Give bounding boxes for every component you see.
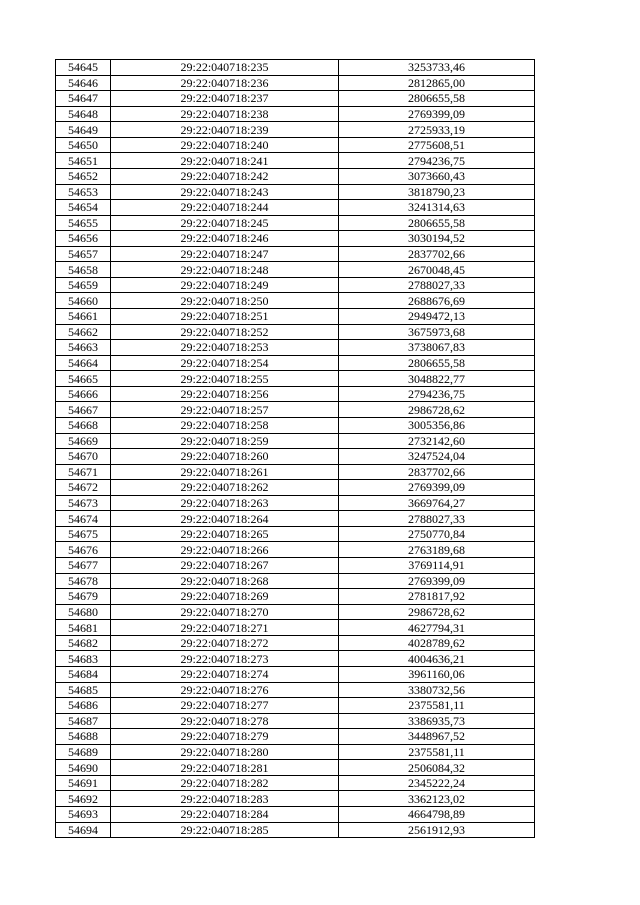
cadastral-number-cell: 29:22:040718:280 [111,744,339,760]
row-number-cell: 54671 [56,464,111,480]
table-row [56,402,535,418]
table-row [56,558,535,574]
table-row [56,137,535,153]
row-number-cell: 54649 [56,122,111,138]
cadastral-number-cell: 29:22:040718:285 [111,822,339,838]
table-row [56,822,535,838]
cadastral-value-cell: 2769399,09 [339,106,535,122]
row-number-cell: 54652 [56,168,111,184]
cadastral-number-cell: 29:22:040718:268 [111,573,339,589]
cadastral-value-cell: 2688676,69 [339,293,535,309]
table-row [56,122,535,138]
row-number-cell: 54688 [56,729,111,745]
table-row [56,760,535,776]
cadastral-number-cell: 29:22:040718:283 [111,791,339,807]
cadastral-value-cell: 2506084,32 [339,760,535,776]
cadastral-value-cell: 3961160,06 [339,666,535,682]
cadastral-number-cell: 29:22:040718:260 [111,449,339,465]
table-row [56,153,535,169]
cadastral-number-cell: 29:22:040718:245 [111,215,339,231]
row-number-cell: 54691 [56,775,111,791]
cadastral-number-cell: 29:22:040718:282 [111,775,339,791]
row-number-cell: 54689 [56,744,111,760]
row-number-cell: 54653 [56,184,111,200]
table-row [56,682,535,698]
table-row [56,60,535,76]
row-number-cell: 54685 [56,682,111,698]
table-row [56,651,535,667]
cadastral-number-cell: 29:22:040718:277 [111,698,339,714]
table-row [56,91,535,107]
cadastral-value-cell: 4664798,89 [339,807,535,823]
row-number-cell: 54656 [56,231,111,247]
cadastral-number-cell: 29:22:040718:279 [111,729,339,745]
row-number-cell: 54681 [56,620,111,636]
table-row [56,184,535,200]
row-number-cell: 54669 [56,433,111,449]
cadastral-value-cell: 3669764,27 [339,495,535,511]
row-number-cell: 54674 [56,511,111,527]
table-row [56,75,535,91]
table-row [56,511,535,527]
cadastral-number-cell: 29:22:040718:263 [111,495,339,511]
table-row [56,309,535,325]
table-row [56,215,535,231]
row-number-cell: 54683 [56,651,111,667]
cadastral-value-cell: 4028789,62 [339,635,535,651]
cadastral-number-cell: 29:22:040718:236 [111,75,339,91]
cadastral-value-cell: 4627794,31 [339,620,535,636]
cadastral-value-cell: 2345222,24 [339,775,535,791]
table-body [56,60,535,838]
row-number-cell: 54651 [56,153,111,169]
cadastral-value-cell: 3005356,86 [339,417,535,433]
cadastral-number-cell: 29:22:040718:256 [111,386,339,402]
cadastral-value-cell: 2986728,62 [339,402,535,418]
table-row [56,371,535,387]
cadastral-number-cell: 29:22:040718:267 [111,558,339,574]
cadastral-number-cell: 29:22:040718:243 [111,184,339,200]
row-number-cell: 54650 [56,137,111,153]
table-row [56,791,535,807]
cadastral-value-cell: 3362123,02 [339,791,535,807]
table-row [56,324,535,340]
table-row [56,464,535,480]
cadastral-number-cell: 29:22:040718:254 [111,355,339,371]
table-row [56,106,535,122]
row-number-cell: 54660 [56,293,111,309]
row-number-cell: 54684 [56,666,111,682]
table-row [56,386,535,402]
table-row [56,449,535,465]
cadastral-value-cell: 3073660,43 [339,168,535,184]
row-number-cell: 54678 [56,573,111,589]
cadastral-number-cell: 29:22:040718:244 [111,200,339,216]
cadastral-value-cell: 2561912,93 [339,822,535,838]
cadastral-number-cell: 29:22:040718:281 [111,760,339,776]
row-number-cell: 54690 [56,760,111,776]
table-row [56,168,535,184]
cadastral-number-cell: 29:22:040718:257 [111,402,339,418]
cadastral-value-cell: 2837702,66 [339,246,535,262]
cadastral-value-cell: 3253733,46 [339,60,535,76]
table-row [56,666,535,682]
cadastral-value-cell: 2775608,51 [339,137,535,153]
table-row [56,231,535,247]
cadastral-value-cell: 3675973,68 [339,324,535,340]
table-row [56,495,535,511]
cadastral-number-cell: 29:22:040718:258 [111,417,339,433]
cadastral-value-cell: 2788027,33 [339,511,535,527]
cadastral-value-cell: 3448967,52 [339,729,535,745]
cadastral-number-cell: 29:22:040718:251 [111,309,339,325]
cadastral-value-cell: 2732142,60 [339,433,535,449]
cadastral-value-cell: 2794236,75 [339,386,535,402]
cadastral-number-cell: 29:22:040718:242 [111,168,339,184]
cadastral-value-table [55,59,535,838]
row-number-cell: 54668 [56,417,111,433]
row-number-cell: 54675 [56,526,111,542]
cadastral-value-cell: 2949472,13 [339,309,535,325]
table-row [56,246,535,262]
cadastral-value-cell: 3247524,04 [339,449,535,465]
cadastral-number-cell: 29:22:040718:278 [111,713,339,729]
cadastral-number-cell: 29:22:040718:270 [111,604,339,620]
table-row [56,526,535,542]
row-number-cell: 54654 [56,200,111,216]
row-number-cell: 54664 [56,355,111,371]
cadastral-number-cell: 29:22:040718:284 [111,807,339,823]
cadastral-number-cell: 29:22:040718:273 [111,651,339,667]
cadastral-number-cell: 29:22:040718:271 [111,620,339,636]
cadastral-number-cell: 29:22:040718:252 [111,324,339,340]
cadastral-value-cell: 2837702,66 [339,464,535,480]
table-row [56,729,535,745]
cadastral-value-cell: 2806655,58 [339,355,535,371]
cadastral-number-cell: 29:22:040718:276 [111,682,339,698]
cadastral-number-cell: 29:22:040718:249 [111,277,339,293]
cadastral-value-cell: 3048822,77 [339,371,535,387]
row-number-cell: 54647 [56,91,111,107]
row-number-cell: 54677 [56,558,111,574]
cadastral-value-cell: 3769114,91 [339,558,535,574]
cadastral-number-cell: 29:22:040718:253 [111,340,339,356]
cadastral-value-cell: 2375581,11 [339,744,535,760]
row-number-cell: 54682 [56,635,111,651]
row-number-cell: 54679 [56,589,111,605]
cadastral-number-cell: 29:22:040718:259 [111,433,339,449]
cadastral-number-cell: 29:22:040718:265 [111,526,339,542]
cadastral-value-cell: 2806655,58 [339,215,535,231]
cadastral-value-cell: 2375581,11 [339,698,535,714]
cadastral-value-cell: 3818790,23 [339,184,535,200]
row-number-cell: 54673 [56,495,111,511]
table-row [56,277,535,293]
cadastral-number-cell: 29:22:040718:261 [111,464,339,480]
table-row [56,604,535,620]
row-number-cell: 54665 [56,371,111,387]
row-number-cell: 54670 [56,449,111,465]
row-number-cell: 54655 [56,215,111,231]
row-number-cell: 54693 [56,807,111,823]
cadastral-number-cell: 29:22:040718:274 [111,666,339,682]
row-number-cell: 54686 [56,698,111,714]
table-row [56,698,535,714]
table-row [56,200,535,216]
cadastral-number-cell: 29:22:040718:237 [111,91,339,107]
cadastral-value-cell: 3380732,56 [339,682,535,698]
cadastral-value-cell: 2794236,75 [339,153,535,169]
cadastral-number-cell: 29:22:040718:246 [111,231,339,247]
table-row [56,713,535,729]
cadastral-number-cell: 29:22:040718:240 [111,137,339,153]
row-number-cell: 54687 [56,713,111,729]
row-number-cell: 54661 [56,309,111,325]
cadastral-value-cell: 3241314,63 [339,200,535,216]
table-row [56,775,535,791]
row-number-cell: 54645 [56,60,111,76]
cadastral-number-cell: 29:22:040718:250 [111,293,339,309]
table-row [56,433,535,449]
row-number-cell: 54657 [56,246,111,262]
cadastral-value-cell: 3386935,73 [339,713,535,729]
table-row [56,635,535,651]
cadastral-number-cell: 29:22:040718:272 [111,635,339,651]
row-number-cell: 54667 [56,402,111,418]
cadastral-value-cell: 2769399,09 [339,573,535,589]
cadastral-number-cell: 29:22:040718:248 [111,262,339,278]
cadastral-number-cell: 29:22:040718:247 [111,246,339,262]
table-row [56,355,535,371]
cadastral-value-cell: 2769399,09 [339,480,535,496]
cadastral-value-cell: 2812865,00 [339,75,535,91]
row-number-cell: 54672 [56,480,111,496]
table-row [56,573,535,589]
cadastral-value-cell: 2763189,68 [339,542,535,558]
cadastral-number-cell: 29:22:040718:262 [111,480,339,496]
cadastral-number-cell: 29:22:040718:241 [111,153,339,169]
row-number-cell: 54676 [56,542,111,558]
row-number-cell: 54662 [56,324,111,340]
table-row [56,480,535,496]
cadastral-value-cell: 2788027,33 [339,277,535,293]
table-row [56,620,535,636]
cadastral-value-cell: 2750770,84 [339,526,535,542]
cadastral-value-cell: 3738067,83 [339,340,535,356]
cadastral-number-cell: 29:22:040718:264 [111,511,339,527]
table-row [56,340,535,356]
row-number-cell: 54692 [56,791,111,807]
cadastral-value-cell: 4004636,21 [339,651,535,667]
row-number-cell: 54694 [56,822,111,838]
cadastral-value-cell: 2986728,62 [339,604,535,620]
cadastral-value-cell: 2725933,19 [339,122,535,138]
cadastral-value-cell: 2670048,45 [339,262,535,278]
cadastral-value-cell: 2781817,92 [339,589,535,605]
row-number-cell: 54680 [56,604,111,620]
table-row [56,589,535,605]
row-number-cell: 54658 [56,262,111,278]
row-number-cell: 54666 [56,386,111,402]
table-row [56,262,535,278]
cadastral-number-cell: 29:22:040718:238 [111,106,339,122]
cadastral-value-cell: 3030194,52 [339,231,535,247]
table-row [56,807,535,823]
table-row [56,542,535,558]
row-number-cell: 54646 [56,75,111,91]
cadastral-value-cell: 2806655,58 [339,91,535,107]
cadastral-number-cell: 29:22:040718:235 [111,60,339,76]
cadastral-number-cell: 29:22:040718:239 [111,122,339,138]
row-number-cell: 54659 [56,277,111,293]
table-row [56,293,535,309]
row-number-cell: 54663 [56,340,111,356]
row-number-cell: 54648 [56,106,111,122]
cadastral-number-cell: 29:22:040718:266 [111,542,339,558]
table-row [56,417,535,433]
cadastral-number-cell: 29:22:040718:269 [111,589,339,605]
table-row [56,744,535,760]
cadastral-number-cell: 29:22:040718:255 [111,371,339,387]
